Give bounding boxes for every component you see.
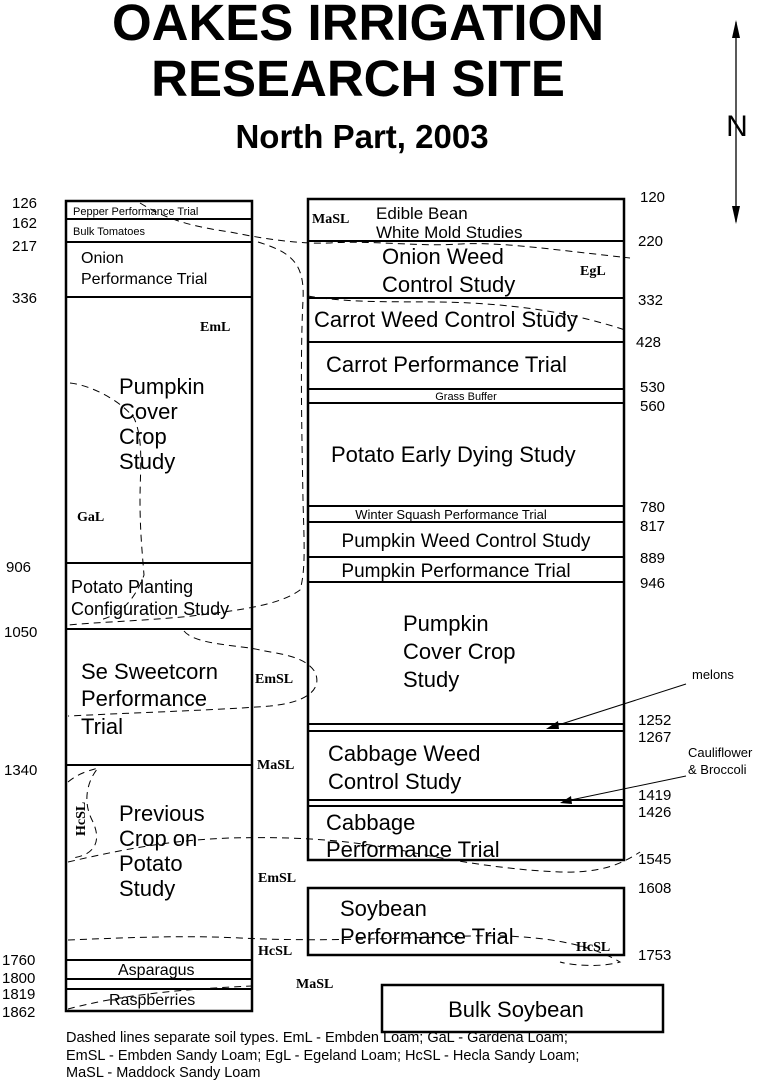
plot-potato-planting-label: Configuration Study	[71, 599, 230, 619]
plot-sweetcorn-label: Se Sweetcorn	[81, 659, 218, 684]
soil-label-hcsl: HcSL	[576, 940, 611, 955]
right-distance: 946	[640, 575, 666, 592]
plot-previous-crop-label: Previous	[119, 801, 205, 826]
right-distance: 220	[638, 233, 664, 250]
left-distance: 906	[6, 559, 32, 576]
soil-label-masl: MaSL	[312, 212, 350, 227]
right-plot-labels	[314, 204, 591, 1022]
soil-label-masl: MaSL	[296, 977, 334, 992]
plot-pumpkin-weed-label: Pumpkin Weed Control Study	[341, 531, 591, 552]
melons-annotation: melons	[692, 667, 734, 682]
plot-previous-crop-label: Study	[119, 876, 176, 901]
plot-pumpkin-cover-right-label: Pumpkin	[403, 611, 489, 636]
left-distance: 336	[12, 290, 38, 307]
plot-previous-crop-label: Crop on	[119, 826, 198, 851]
plot-edible-bean-label: White Mold Studies	[376, 223, 523, 242]
plot-pepper-label: Pepper Performance Trial	[73, 206, 199, 218]
footnote	[66, 1030, 756, 1083]
plot-potato-early-label: Potato Early Dying Study	[331, 442, 576, 467]
soil-label-hcsl: HcSL	[74, 801, 89, 836]
plot-bulk-soybean-label: Bulk Soybean	[448, 997, 584, 1022]
plot-onion-label: Onion	[81, 250, 124, 267]
plot-sweetcorn-label: Trial	[81, 714, 123, 739]
left-distance: 1800	[2, 970, 36, 987]
plot-soybean-label: Performance Trial	[340, 924, 514, 949]
left-distance: 162	[12, 215, 38, 232]
north-label: N	[726, 110, 748, 143]
right-distance-labels	[636, 189, 671, 964]
plot-onion-label: Performance Trial	[81, 271, 208, 288]
plot-bulk-tomatoes-label: Bulk Tomatoes	[73, 226, 145, 238]
plot-sweetcorn-label: Performance	[81, 686, 207, 711]
soil-label-eml: EmL	[200, 320, 231, 335]
footnote-line: Dashed lines separate soil types. EmL - Embden Loam; GaL - Gardena Loam;	[66, 1030, 568, 1046]
cauliflower-annotation: Cauliflower	[688, 745, 753, 760]
map-subtitle: North Part, 2003	[235, 118, 489, 155]
right-distance: 817	[640, 518, 666, 535]
right-distance: 332	[638, 292, 664, 309]
right-distance: 1267	[638, 729, 672, 746]
plot-pumpkin-cover-label: Study	[119, 449, 176, 474]
right-distance: 560	[640, 398, 666, 415]
left-distance-labels	[2, 195, 37, 1021]
right-distance: 889	[640, 550, 666, 567]
right-distance: 1426	[638, 804, 672, 821]
soil-label-emsl: EmSL	[258, 871, 297, 886]
plot-pumpkin-cover-label: Crop	[119, 424, 167, 449]
soil-label-hcsl: HcSL	[258, 944, 293, 959]
soil-label-egl: EgL	[580, 264, 606, 279]
left-distance: 217	[12, 238, 38, 255]
plot-soybean-label: Soybean	[340, 896, 427, 921]
plot-pumpkin-perf-label: Pumpkin Performance Trial	[341, 561, 571, 582]
left-distance: 1819	[2, 986, 36, 1003]
plot-potato-planting-label: Potato Planting	[71, 577, 194, 597]
plot-pumpkin-cover-label: Cover	[119, 399, 178, 424]
plot-asparagus-label: Asparagus	[118, 962, 195, 979]
plot-pumpkin-cover-right-label: Study	[403, 667, 460, 692]
right-distance: 428	[636, 334, 662, 351]
left-distance: 126	[12, 195, 38, 212]
left-distance: 1760	[2, 952, 36, 969]
soil-label-masl: MaSL	[257, 758, 295, 773]
right-distance: 1608	[638, 880, 672, 897]
plot-previous-crop-label: Potato	[119, 851, 183, 876]
right-distance: 1545	[638, 851, 672, 868]
plot-onion-weed-label: Onion Weed	[382, 244, 504, 269]
right-distance: 120	[640, 189, 666, 206]
plot-cabbage-perf-label: Cabbage	[326, 810, 416, 835]
plot-cabbage-weed-label: Cabbage Weed	[328, 741, 481, 766]
footnote-line: EmSL - Embden Sandy Loam; EgL - Egeland Loam; HcSL - Hecla Sandy Loam;	[66, 1047, 580, 1064]
plot-raspberries-label: Raspberries	[109, 992, 196, 1009]
plot-carrot-weed-label: Carrot Weed Control Study	[314, 307, 578, 332]
soil-label-emsl: EmSL	[255, 672, 294, 687]
right-distance: 530	[640, 379, 666, 396]
right-distance: 1753	[638, 947, 672, 964]
plot-cabbage-perf-label: Performance Trial	[326, 837, 500, 862]
right-distance: 780	[640, 499, 666, 516]
plot-pumpkin-cover-label: Pumpkin	[119, 374, 205, 399]
cauliflower-annotation: & Broccoli	[688, 762, 747, 777]
plot-grass-buffer-label: Grass Buffer	[435, 391, 497, 403]
map-title-line1: OAKES IRRIGATION	[111, 0, 605, 51]
map-title-line2: RESEARCH SITE	[151, 50, 565, 107]
plot-onion-weed-label: Control Study	[382, 272, 516, 297]
plot-pumpkin-cover-right-label: Cover Crop	[403, 639, 516, 664]
left-distance: 1050	[4, 624, 38, 641]
plot-carrot-perf-label: Carrot Performance Trial	[326, 352, 567, 377]
soil-label-gal: GaL	[77, 510, 105, 525]
left-distance: 1862	[2, 1004, 36, 1021]
right-distance: 1419	[638, 787, 672, 804]
right-distance: 1252	[638, 712, 672, 729]
plot-edible-bean-label: Edible Bean	[376, 204, 468, 223]
left-distance: 1340	[4, 762, 38, 779]
plot-cabbage-weed-label: Control Study	[328, 769, 462, 794]
plot-winter-squash-label: Winter Squash Performance Trial	[355, 507, 547, 522]
footnote-line: MaSL - Maddock Sandy Loam	[66, 1065, 261, 1081]
